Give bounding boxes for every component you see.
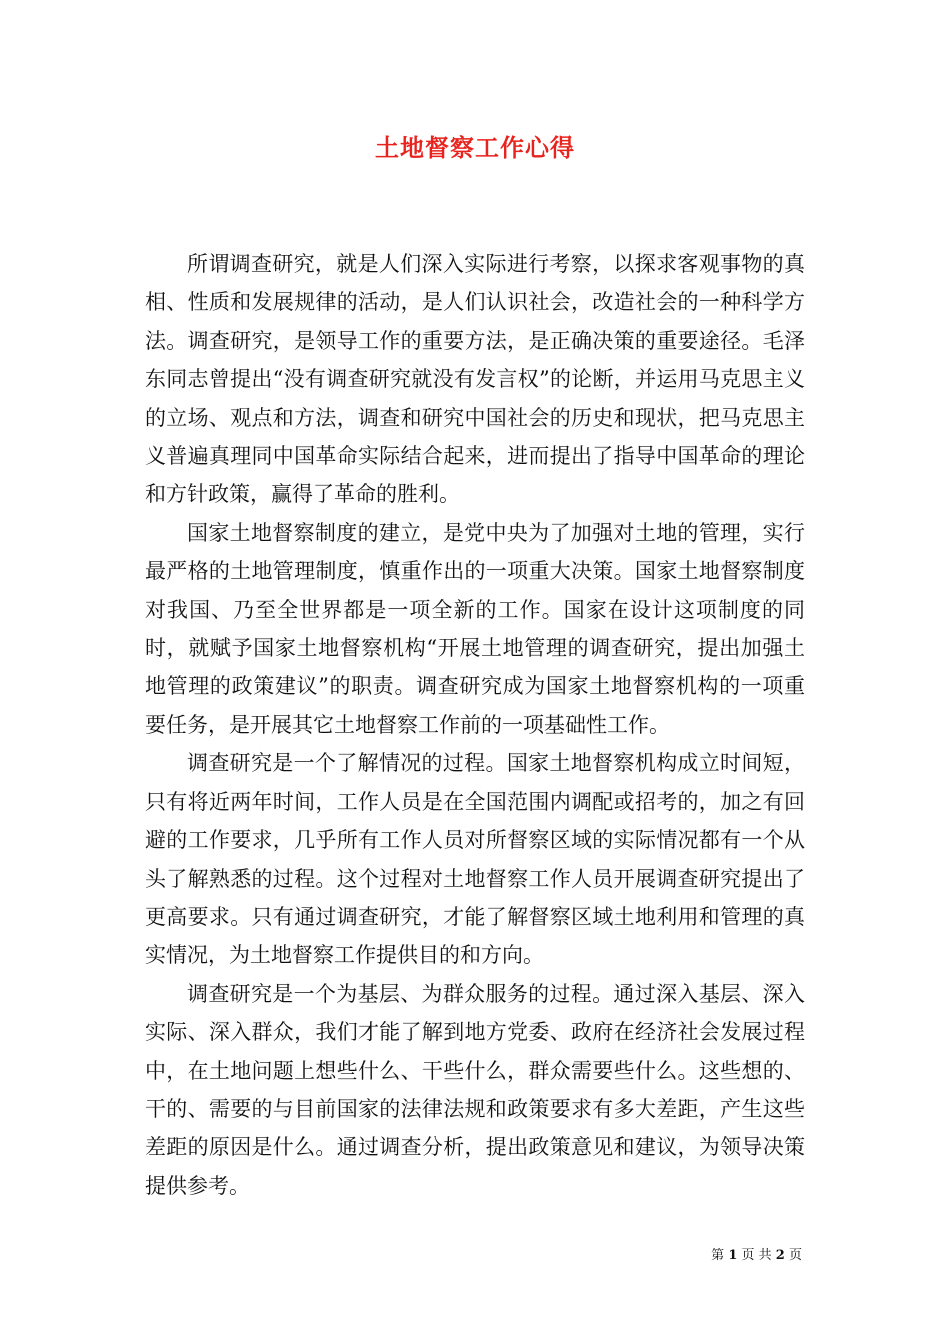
footer-middle: 页 共 (741, 1248, 772, 1263)
page-footer (711, 1247, 802, 1265)
footer-current-page: 1 (728, 1248, 738, 1263)
paragraph-2: 国家土地督察制度的建立，是党中央为了加强对土地的管理，实行最严格的土地管理制度，慎重作出的一项重大决策。国家土地督察制度对我国、乃至全世界都是一项全新的工作。国家在设计这项制度的同时，就赋予国家土地督察机构“开展土地管理的调查研究，提出加强土地管理的政策建议”的职责。调查研究成为国家土地督察机构的一项重要任务，是开展其它土地督察工作前的一项基础性工作。 (145, 520, 805, 737)
document-title: 土地督察工作心得 (375, 133, 575, 162)
paragraph-1: 所谓调查研究，就是人们深入实际进行考察，以探求客观事物的真相、性质和发展规律的活动，是人们认识社会，改造社会的一种科学方法。调查研究，是领导工作的重要方法，是正确决策的重要途径。毛泽东同志曾提出“没有调查研究就没有发言权”的论断，并运用马克思主义的立场、观点和方法，调查和研究中国社会的历史和现状，把马克思主义普遍真理同中国革命实际结合起来，进而提出了指导中国革命的理论和方针政策，赢得了革命的胜利。 (145, 252, 805, 507)
footer-suffix: 页 (788, 1248, 802, 1263)
document-body (145, 245, 805, 1205)
paragraph-4: 调查研究是一个为基层、为群众服务的过程。通过深入基层、深入实际、深入群众，我们才能了解到地方党委、政府在经济社会发展过程中，在土地问题上想些什么、干些什么，群众需要些什么。这些想的、干的、需要的与目前国家的法律法规和政策要求有多大差距，产生这些差距的原因是什么。通过调查分析，提出政策意见和建议，为领导决策提供参考。 (145, 981, 805, 1198)
paragraph-3: 调查研究是一个了解情况的过程。国家土地督察机构成立时间短，只有将近两年时间，工作人员是在全国范围内调配或招考的，加之有回避的工作要求，几乎所有工作人员对所督察区域的实际情况都有一个从头了解熟悉的过程。这个过程对土地督察工作人员开展调查研究提出了更高要求。只有通过调查研究，才能了解督察区域土地利用和管理的真实情况，为土地督察工作提供目的和方向。 (145, 751, 805, 968)
footer-total-pages: 2 (775, 1248, 785, 1263)
footer-prefix: 第 (711, 1248, 725, 1263)
